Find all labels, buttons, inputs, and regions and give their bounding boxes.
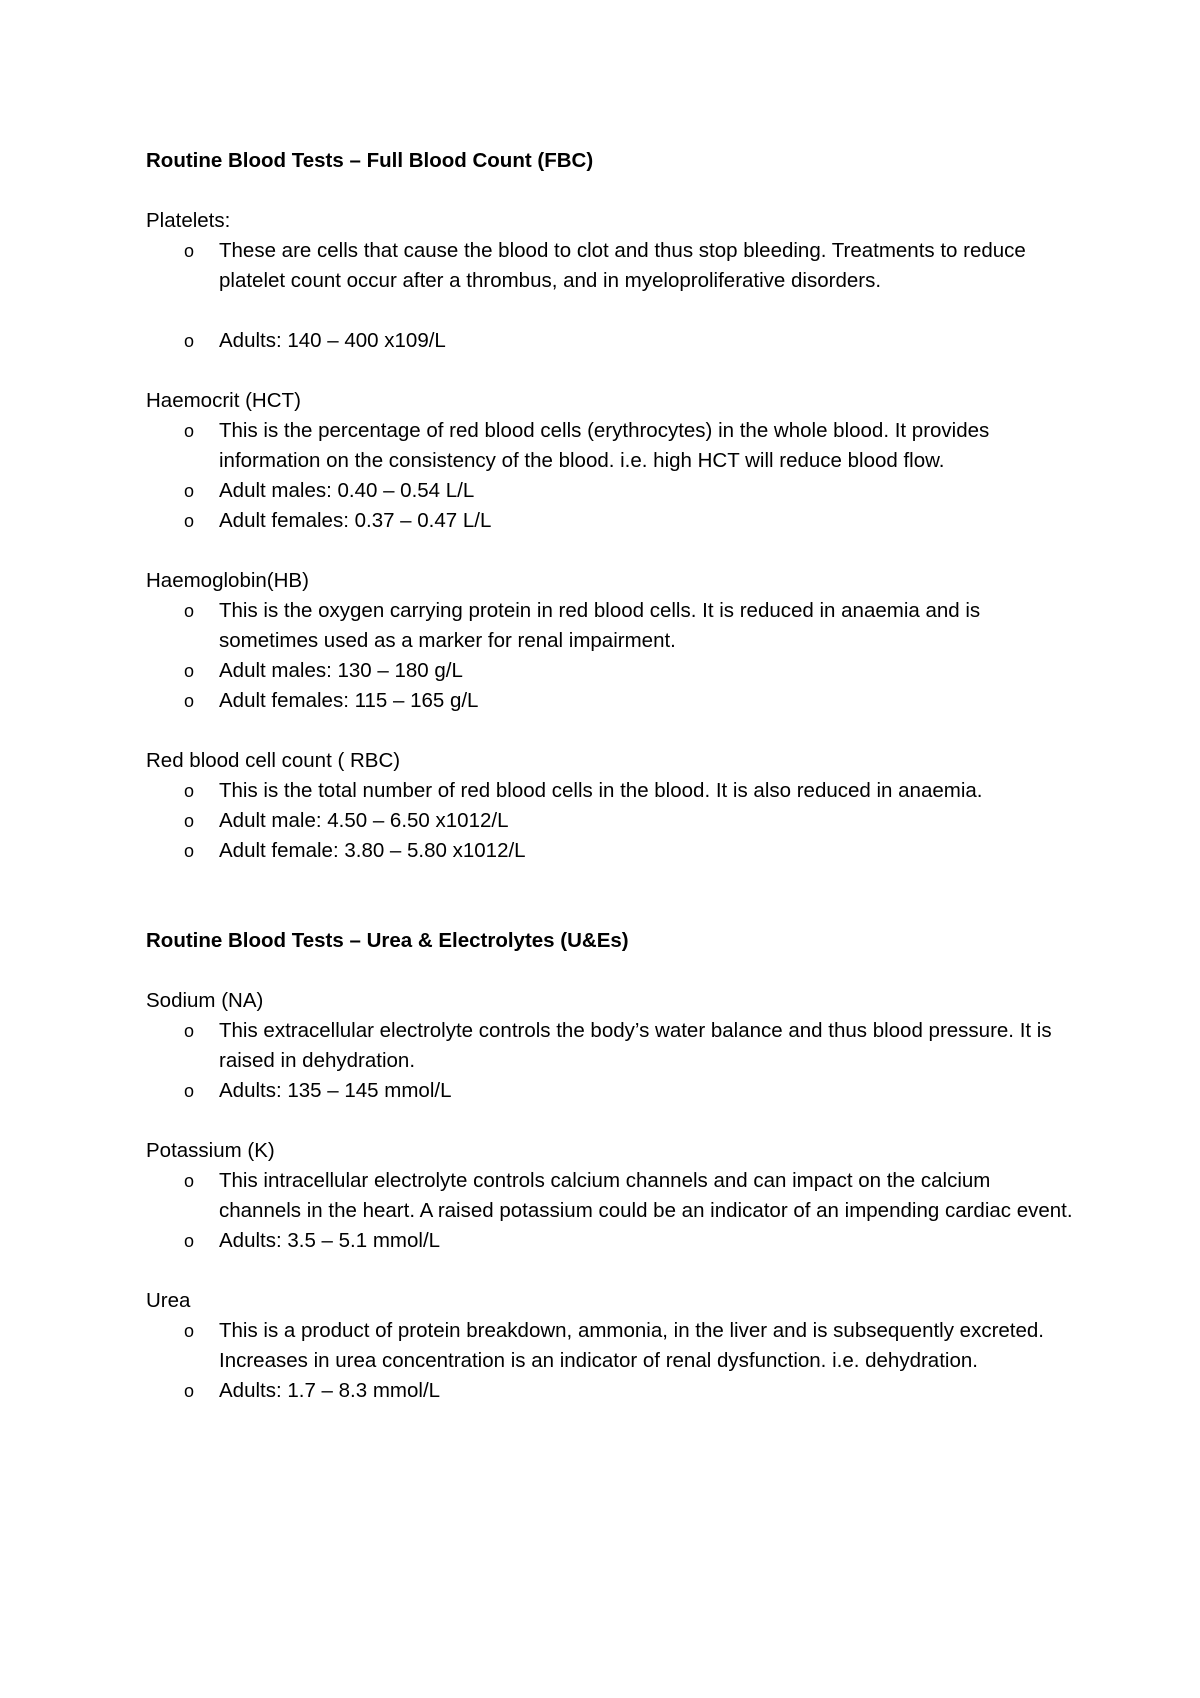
list-item — [146, 506, 1076, 536]
list-item — [146, 836, 1076, 866]
bullet-icon: o — [184, 841, 195, 861]
list-item — [146, 686, 1076, 716]
list-item — [146, 776, 1076, 806]
bullet-icon: o — [184, 1171, 195, 1191]
potassium-title: Potassium (K) — [146, 1139, 275, 1162]
urea-adults-range: Adults: 1.7 – 8.3 mmol/L — [219, 1379, 441, 1402]
sodium-section — [146, 986, 1076, 1106]
hct-males-range: Adult males: 0.40 – 0.54 L/L — [219, 479, 475, 502]
bullet-icon: o — [184, 421, 195, 441]
hct-description: This is the percentage of red blood cells (erythrocytes) in the whole blood. It provides information on the consistency of the blood. i.e. high HCT will reduce blood flow. — [219, 419, 990, 472]
urea-section — [146, 1286, 1076, 1406]
bullet-icon: o — [184, 511, 195, 531]
hb-title: Haemoglobin(HB) — [146, 569, 309, 592]
sodium-title: Sodium (NA) — [146, 989, 264, 1012]
rbc-female-range: Adult female: 3.80 – 5.80 x1012/L — [219, 839, 526, 862]
document-body — [146, 146, 1076, 1406]
list-item — [146, 1226, 1076, 1256]
urea-description: This is a product of protein breakdown, ammonia, in the liver and is subsequently excreted. Increases in urea concentration is an indicator of renal dysfunction. i.e. dehydration. — [219, 1319, 1044, 1372]
bullet-icon: o — [184, 781, 195, 801]
hct-title: Haemocrit (HCT) — [146, 389, 301, 412]
rbc-description: This is the total number of red blood cells in the blood. It is also reduced in anaemia. — [219, 779, 983, 802]
platelets-description: These are cells that cause the blood to clot and thus stop bleeding. Treatments to reduce platelet count occur after a thrombus, and in myeloproliferative disorders. — [219, 239, 1026, 292]
platelets-ranges — [146, 326, 1076, 356]
hb-section — [146, 566, 1076, 716]
potassium-adults-range: Adults: 3.5 – 5.1 mmol/L — [219, 1229, 441, 1252]
list-item — [146, 596, 1076, 656]
urea-list — [146, 1316, 1076, 1406]
platelets-list — [146, 236, 1076, 296]
bullet-icon: o — [184, 1381, 195, 1401]
urea-title: Urea — [146, 1289, 191, 1312]
platelets-section — [146, 206, 1076, 356]
rbc-title: Red blood cell count ( RBC) — [146, 749, 401, 772]
potassium-section — [146, 1136, 1076, 1256]
list-item — [146, 1166, 1076, 1226]
bullet-icon: o — [184, 601, 195, 621]
fbc-heading: Routine Blood Tests – Full Blood Count (FBC) — [146, 149, 594, 172]
rbc-male-range: Adult male: 4.50 – 6.50 x1012/L — [219, 809, 509, 832]
list-item — [146, 1316, 1076, 1376]
bullet-icon: o — [184, 811, 195, 831]
platelets-adults-range: Adults: 140 – 400 x109/L — [219, 329, 446, 352]
sodium-adults-range: Adults: 135 – 145 mmol/L — [219, 1079, 452, 1102]
bullet-icon: o — [184, 331, 195, 351]
list-item — [146, 476, 1076, 506]
list-item — [146, 806, 1076, 836]
hb-females-range: Adult females: 115 – 165 g/L — [219, 689, 479, 712]
potassium-description: This intracellular electrolyte controls calcium channels and can impact on the calcium channels in the heart. A raised potassium could be an indicator of an impending cardiac event. — [219, 1169, 1073, 1222]
hb-description: This is the oxygen carrying protein in red blood cells. It is reduced in anaemia and is sometimes used as a marker for renal impairment. — [219, 599, 981, 652]
rbc-list — [146, 776, 1076, 866]
bullet-icon: o — [184, 241, 195, 261]
bullet-icon: o — [184, 1231, 195, 1251]
bullet-icon: o — [184, 1081, 195, 1101]
sodium-list — [146, 1016, 1076, 1106]
ue-heading: Routine Blood Tests – Urea & Electrolytes (U&Es) — [146, 929, 629, 952]
bullet-icon: o — [184, 1321, 195, 1341]
hct-section — [146, 386, 1076, 536]
list-item — [146, 1016, 1076, 1076]
list-item — [146, 1376, 1076, 1406]
list-item — [146, 1076, 1076, 1106]
platelets-title: Platelets: — [146, 209, 231, 232]
bullet-icon: o — [184, 481, 195, 501]
sodium-description: This extracellular electrolyte controls the body’s water balance and thus blood pressure. It is raised in dehydration. — [219, 1019, 1052, 1072]
list-item — [146, 656, 1076, 686]
bullet-icon: o — [184, 691, 195, 711]
list-item — [146, 236, 1076, 296]
rbc-section — [146, 746, 1076, 866]
hct-females-range: Adult females: 0.37 – 0.47 L/L — [219, 509, 492, 532]
hb-list — [146, 596, 1076, 716]
hb-males-range: Adult males: 130 – 180 g/L — [219, 659, 463, 682]
bullet-icon: o — [184, 661, 195, 681]
hct-list — [146, 416, 1076, 536]
potassium-list — [146, 1166, 1076, 1256]
list-item — [146, 416, 1076, 476]
bullet-icon: o — [184, 1021, 195, 1041]
list-item — [146, 326, 1076, 356]
